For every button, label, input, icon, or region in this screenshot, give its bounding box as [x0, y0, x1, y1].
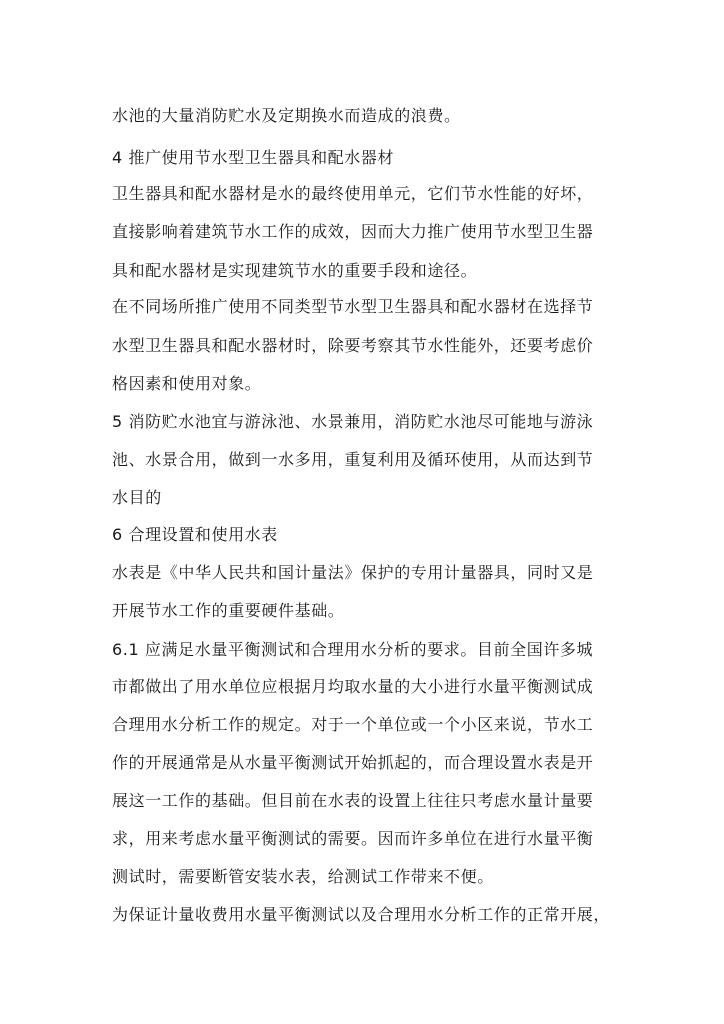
- text-line: 卫生器具和配水器材是水的最终使用单元，它们节水性能的好坏，: [112, 184, 594, 203]
- text-line: 在不同场所推广使用不同类型节水型卫生器具和配水器材在选择节: [112, 297, 594, 316]
- section-heading: 5 消防贮水池宜与游泳池、水景兼用，消防贮水池尽可能地与游泳: [112, 412, 594, 431]
- text-line: 合理用水分析工作的规定。对于一个单位或一个小区来说，节水工: [112, 715, 594, 734]
- section-heading: 4 推广使用节水型卫生器具和配水器材: [112, 148, 395, 167]
- text-line: 展这一工作的基础。但目前在水表的设置上往往只考虑水量计量要: [112, 791, 594, 810]
- text-line: 池、水景合用，做到一水多用，重复利用及循环使用，从而达到节: [112, 450, 594, 469]
- text-line: 水目的: [112, 488, 162, 507]
- text-line: 开展节水工作的重要硬件基础。: [112, 601, 345, 620]
- text-line: 为保证计量收费用水量平衡测试以及合理用水分析工作的正常开展，: [112, 905, 611, 924]
- text-line: 测试时，需要断管安装水表，给测试工作带来不便。: [112, 867, 494, 886]
- text-line: 水池的大量消防贮水及定期换水而造成的浪费。: [112, 106, 461, 125]
- text-line: 具和配水器材是实现建筑节水的重要手段和途径。: [112, 261, 478, 280]
- text-line: 市都做出了用水单位应根据月均取水量的大小进行水量平衡测试成: [112, 677, 594, 696]
- subsection-heading: 6.1 应满足水量平衡测试和合理用水分析的要求。目前全国许多城: [112, 640, 594, 659]
- text-line: 格因素和使用对象。: [112, 374, 262, 393]
- text-line: 水型卫生器具和配水器材时，除要考察其节水性能外，还要考虑价: [112, 336, 594, 355]
- section-heading: 6 合理设置和使用水表: [112, 525, 278, 544]
- text-line: 水表是《中华人民共和国计量法》保护的专用计量器具，同时又是: [112, 563, 594, 582]
- text-line: 作的开展通常是从水量平衡测试开始抓起的，而合理设置水表是开: [112, 753, 594, 772]
- text-line: 直接影响着建筑节水工作的成效，因而大力推广使用节水型卫生器: [112, 222, 594, 241]
- text-line: 求，用来考虑水量平衡测试的需要。因而许多单位在进行水量平衡: [112, 829, 594, 848]
